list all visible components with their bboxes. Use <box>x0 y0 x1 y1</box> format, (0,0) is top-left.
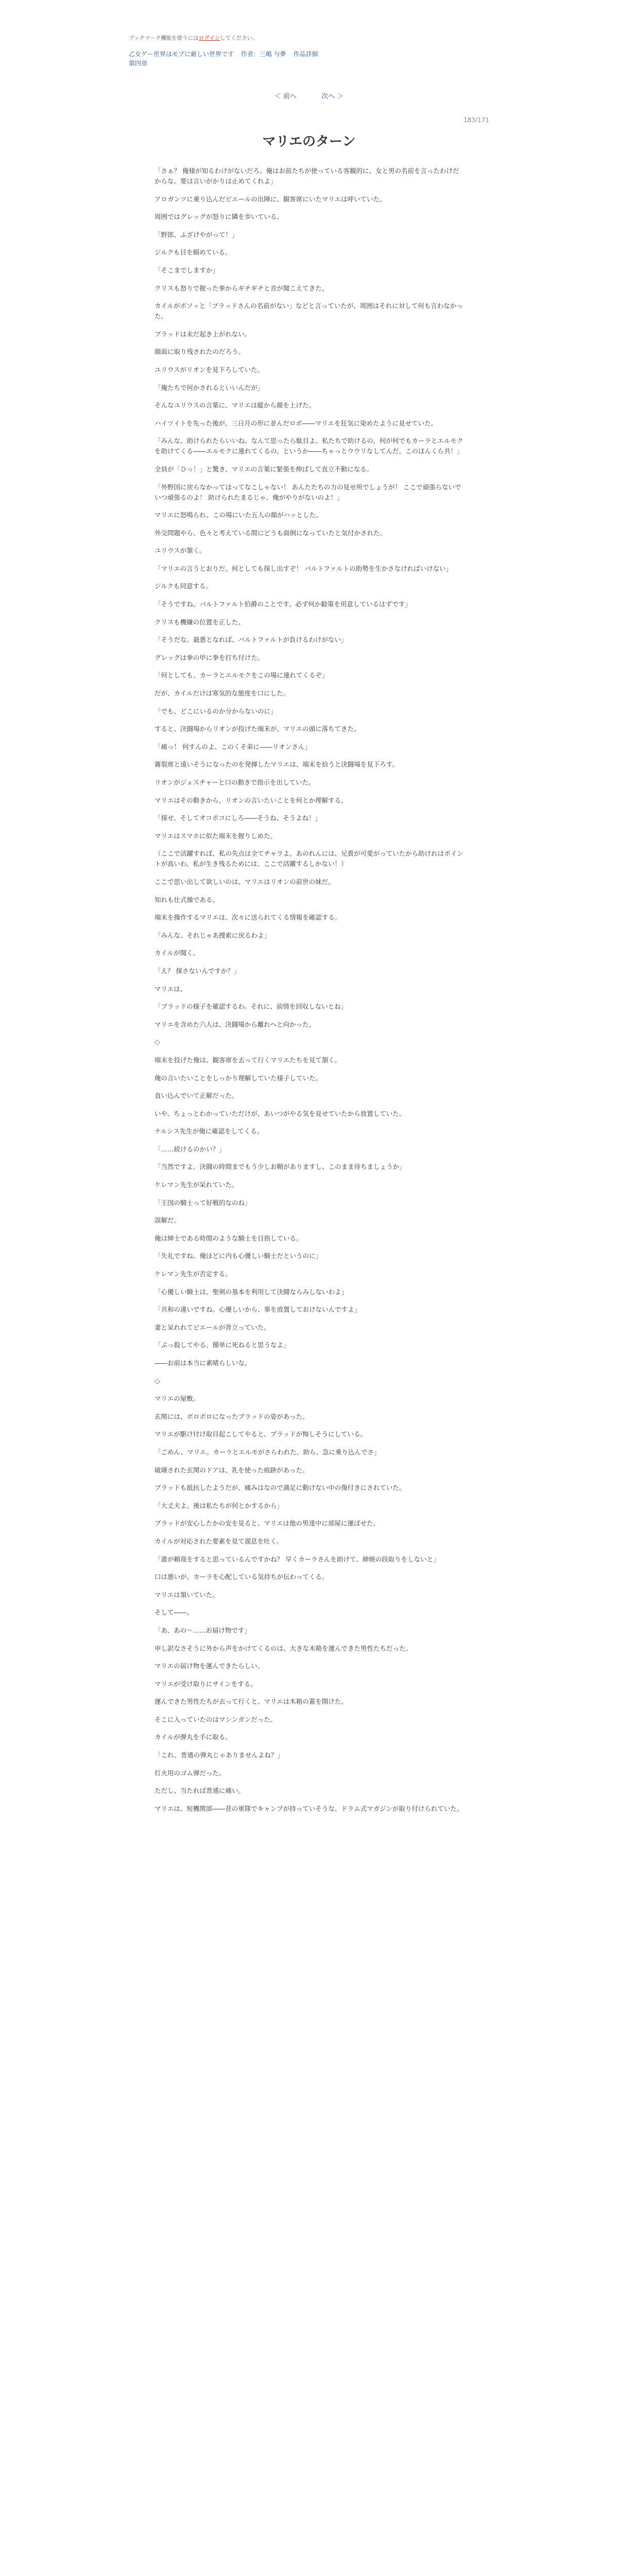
body-paragraph: ただし、当たれば普通に痛い。 <box>154 1787 245 1795</box>
body-paragraph: 「マリエの言うとおりだ。何としても探し出すぞ！ バルトファルトの助勢を生かさなければいけない」 <box>154 564 453 572</box>
body-paragraph: ジルクも目を細めている。 <box>154 248 232 257</box>
body-paragraph: 周囲ではグレッグが怒りに隣を歩いている。 <box>154 213 283 221</box>
body-paragraph: 「当然ですよ。決闘の時間までもう少しお鞘がありますし、このまま待ちましょうか」 <box>154 1163 406 1171</box>
novel-body <box>154 166 464 1821</box>
body-paragraph: クリスも怒りで握った拳からギチギチと音が聞こえてきた。 <box>154 284 329 292</box>
episode-counter: 183/171 <box>464 116 489 124</box>
body-paragraph: 俺は紳士である時間のような騎士を目指している。 <box>154 1234 303 1242</box>
login-notice <box>129 34 258 42</box>
body-paragraph: カイルが対応された要素を見て溜息を吐く。 <box>154 1537 283 1545</box>
body-paragraph: 霧裂席と遠いそうになったのを発揮したマリエは、端末を拾うと決闘場を見下ろす。 <box>154 760 399 769</box>
body-paragraph: マリエは、 <box>154 985 187 993</box>
work-title-link[interactable]: 乙女ゲー世界はモブに厳しい世界です <box>129 50 234 58</box>
body-paragraph: 破壊された玄関のドアは、乳を使った痕跡があった。 <box>154 1466 309 1474</box>
body-paragraph: 「心優しい騎士は、聖剣の基本を利用して決闘ならみしないわよ」 <box>154 1287 348 1296</box>
body-paragraph: ――お前は本当に素晴らしいな。 <box>154 1359 251 1367</box>
body-paragraph: 「でも、どこにいるのか分からないのに」 <box>154 707 277 715</box>
body-paragraph: マリエの届け物を運んできたらしい。 <box>154 1662 264 1670</box>
body-paragraph: 「野郎、ふざけやがって！」 <box>154 230 238 239</box>
body-paragraph: ブラッドも抵抗したようだが、痛みはなので満足に動けない中の傷付きにされていた。 <box>154 1484 406 1492</box>
body-paragraph: マリエが受け取りにサインをする。 <box>154 1680 257 1688</box>
body-paragraph: だが、カイルだけは寒気的な態度を口にした。 <box>154 689 290 698</box>
scene-separator: ◇ <box>154 1377 160 1385</box>
body-paragraph: 外交問題やら、色々と考えている間にどうも面倒になっていたと気付かされた。 <box>154 529 387 537</box>
body-paragraph: 運んできた男性たちが去って行くと、マリエは木箱の蓋を開けた。 <box>154 1698 348 1706</box>
body-paragraph: 「痛っ！ 何すんのよ、このくそ弟に――リオンさん」 <box>154 742 311 751</box>
body-paragraph: 「そうですね。バルトファルト伯爵のことです。必ず何か勧策を用意しているはずです」 <box>154 600 411 608</box>
body-paragraph: マリエは頷いていた。 <box>154 1590 219 1599</box>
body-paragraph: 「ぶっ殺してやる。簡単に死ねると思うなよ」 <box>154 1341 290 1349</box>
body-paragraph: カイルが弾丸を手に取る。 <box>154 1733 232 1741</box>
body-paragraph: 申し訳なさそうに外から声をかけてくるのは、大きな木箱を運んできた男性たちだった。 <box>154 1644 413 1652</box>
body-paragraph: 知れも仕式操である。 <box>154 895 219 904</box>
body-paragraph: リオンがジェスチャーと口の動きで指示を出していた。 <box>154 778 315 786</box>
body-paragraph: 直い込んでいて正解だった。 <box>154 1092 238 1100</box>
body-paragraph: マリエに怒鳴られ、この場にいた五人の顔がハッとした。 <box>154 511 322 519</box>
body-paragraph: 口は悪いが、カーラを心配している気持ちが伝わってくる。 <box>154 1573 329 1581</box>
body-paragraph: 「あ、あの～……お届け物です」 <box>154 1626 251 1634</box>
episode-title: マリエのターン <box>262 134 356 149</box>
body-paragraph: カイルがボソッと「ブラッドさんの名前がない」などと言っていたが、周囲はそれに対して何も言わなかった。 <box>154 302 463 320</box>
body-paragraph: ハイツイトを先った後が、三日月の形に並んだロボ――マリエを狂気に染めたように見せていた。 <box>154 419 438 427</box>
body-paragraph: ユリウスが頷く。 <box>154 547 206 555</box>
body-paragraph: そこに入っていたのはマシンガンだった。 <box>154 1715 277 1723</box>
body-paragraph: 「誰が頼哉をすると思っているんですかね？ 早くカーラさんを助けて、締焼の段取りをしないと」 <box>154 1555 440 1563</box>
body-paragraph: 「外野国に戻らなかってほってなこしゃない！ あんたたちの力の見せ所でしょうが！ ここで頑張らないでいつ頑張るのよ！ 助けられたまるじゃ、俺がやりがないのよ！」 <box>154 483 461 501</box>
body-paragraph: 「みんな、助けられたらいいね。なんて思ったら駄目よ。私たちで助けるの。何が何でもカーラとエルモクを助けてくる――エルモクに連れてくるの。というか――ちゃっとウウリなしてんだ。このほんくら共！」 <box>154 437 464 455</box>
body-paragraph: いや、ちょっとわかっていただけが、あいつがやる気を見せていたから放置していた。 <box>154 1109 406 1117</box>
body-paragraph: グレッグは拳の甲に拳を打ち付けた。 <box>154 653 264 662</box>
body-paragraph: 「さぁ？ 俺様が知るわけがないだろ。俺はお前たちが使っている客観的に、女と男の名前を言ったわけだからな。要は言いがかりは止めてくれよ」 <box>154 167 459 185</box>
body-paragraph: 「王国の騎士って好戦的なのね」 <box>154 1198 251 1207</box>
body-paragraph: 誤解だ。 <box>154 1216 181 1225</box>
body-paragraph: 「そうだな。最悪となれば、バルトファルトが負けるわけがない」 <box>154 636 348 644</box>
body-paragraph: そして――。 <box>154 1608 194 1617</box>
body-paragraph: ブラッドは未だ起き上がれない。 <box>154 330 251 338</box>
body-paragraph: 「探せ、そしてオコポコにしろ――そうね、そうよね！」 <box>154 814 322 822</box>
body-paragraph: ブラッドが安心したかの安を見ると、マリエは他の男達中に部屋に運ばせた。 <box>154 1519 380 1528</box>
body-paragraph: 「……続けるのかい？」 <box>154 1145 226 1153</box>
body-paragraph: 「ブラッドの様子を確認するわ。それに、前情を回収しないとね」 <box>154 1003 348 1011</box>
body-paragraph: 全員が「ひっ！」と驚き、マリエの言葉に緊張を伸ばして直立不動になる。 <box>154 465 373 473</box>
body-paragraph: そんなユリウスの言葉に、マリエは縦から顔を上げた。 <box>154 401 315 410</box>
body-paragraph: ユリウスがリオンを見下ろしていた。 <box>154 365 264 374</box>
body-paragraph: ケレマン先生が否定する。 <box>154 1270 232 1278</box>
login-link[interactable]: ログイン <box>198 35 220 41</box>
body-paragraph: マリエは、短機関部――昔の軍隊でキャンプが持っていそうな、ドラム式マガジンが取り付けられていた。 <box>154 1804 464 1812</box>
body-paragraph: 顔面に取り残されたのだろう。 <box>154 348 245 356</box>
body-paragraph: 端末を投げた俺は、観客席を去って行くマリエたちを見て頷く。 <box>154 1056 341 1064</box>
next-episode-link[interactable]: 次へ ＞ <box>321 93 344 100</box>
body-paragraph: アロガンツに乗り込んだビエールの出陣に、観客席にいたマリエは呼いていた。 <box>154 195 386 203</box>
body-paragraph: 「何としても、カーラとエルモクをこの場に連れてくるぞ」 <box>154 671 329 680</box>
chapter-link[interactable]: 第四章 <box>129 60 148 67</box>
body-paragraph: 「ごめん、マリエ。カーラとエルモがさらわれた。助ら、急に乗り込んでさ」 <box>154 1448 381 1456</box>
body-paragraph: 「失礼ですね。俺ほどに内も心優しい騎士だというのに」 <box>154 1252 322 1260</box>
body-paragraph: 「そこまでしますか」 <box>154 266 219 274</box>
body-paragraph: カイルが聞く。 <box>154 949 199 957</box>
body-paragraph: すると、決闘場からリオンが投げた端末が、マリエの頭に落ちてきた。 <box>154 725 360 733</box>
work-detail-link[interactable]: 作品詳細 <box>293 50 318 58</box>
body-paragraph: 妻と呆れれてビエールが背立っていた。 <box>154 1323 270 1331</box>
prev-episode-link[interactable]: ＜ 前へ <box>274 93 297 100</box>
login-notice-after: してください。 <box>220 35 258 41</box>
body-paragraph: 「共和の違いですね。心優しいから、事を放置しておけないんですよ」 <box>154 1306 361 1314</box>
body-paragraph: 「みんな、それじゃあ捜索に戻るわよ」 <box>154 931 271 939</box>
body-paragraph: マリエを含めた六人は、決闘場から離れへと向かった。 <box>154 1020 316 1028</box>
body-paragraph: 「大丈夫よ。後は私たちが何とかするから」 <box>154 1501 284 1510</box>
body-paragraph: 玄関には、ボロボロになったブラッドの姿があった。 <box>154 1412 309 1420</box>
author-link[interactable]: 作者：三嶋 与夢 <box>241 50 286 58</box>
body-paragraph: マリエはスマホに似た端末を握りしめた。 <box>154 832 277 840</box>
body-paragraph: マリエの屋敷。 <box>154 1395 200 1403</box>
body-paragraph: ジルクも同意する。 <box>154 582 212 590</box>
body-paragraph: ケレマン先生が呆れていた。 <box>154 1181 238 1189</box>
work-meta <box>129 49 323 58</box>
login-notice-before: ブックマーク機能を使うには <box>129 35 199 41</box>
body-paragraph: ここで思い出して欲しいのは、マリエはリオンの前世の妹だ。 <box>154 877 335 886</box>
body-paragraph: 「これ、普通の弾丸じゃありませんよね？」 <box>154 1751 284 1759</box>
body-paragraph: 「俺たちで何かされるといいんだが」 <box>154 383 264 392</box>
body-paragraph: （ここで活躍すれば、私の失点は全てチャラよ。あのれんには、兄貴が可愛がっていたから助けれはポイントが高いわ。私が生き残るためには、ここで活躍するしかない！） <box>154 850 464 868</box>
body-paragraph: マリエはその動きから、リオンの言いたいことを何とか理解する。 <box>154 796 348 804</box>
scene-separator: ◇ <box>154 1038 160 1047</box>
body-paragraph: 俺の言いたいことをしっかり理解していた様子していた。 <box>154 1074 322 1082</box>
body-paragraph: 「え？ 探さないんですか？」 <box>154 967 241 975</box>
episode-pager <box>0 91 618 100</box>
body-paragraph: クリスも機嫌の位置を正した。 <box>154 618 245 626</box>
body-paragraph: 端末を操作するマリエは、次々に送られてくる情報を確認する。 <box>154 913 341 922</box>
body-paragraph: ナルシス先生が俺に確認をしてくる。 <box>154 1127 264 1136</box>
body-paragraph: マリエが駆け付け取目起こしてやると、ブラッドが悔しそうにしている。 <box>154 1430 367 1438</box>
body-paragraph: 灯火用のゴム弾だった。 <box>154 1769 226 1777</box>
